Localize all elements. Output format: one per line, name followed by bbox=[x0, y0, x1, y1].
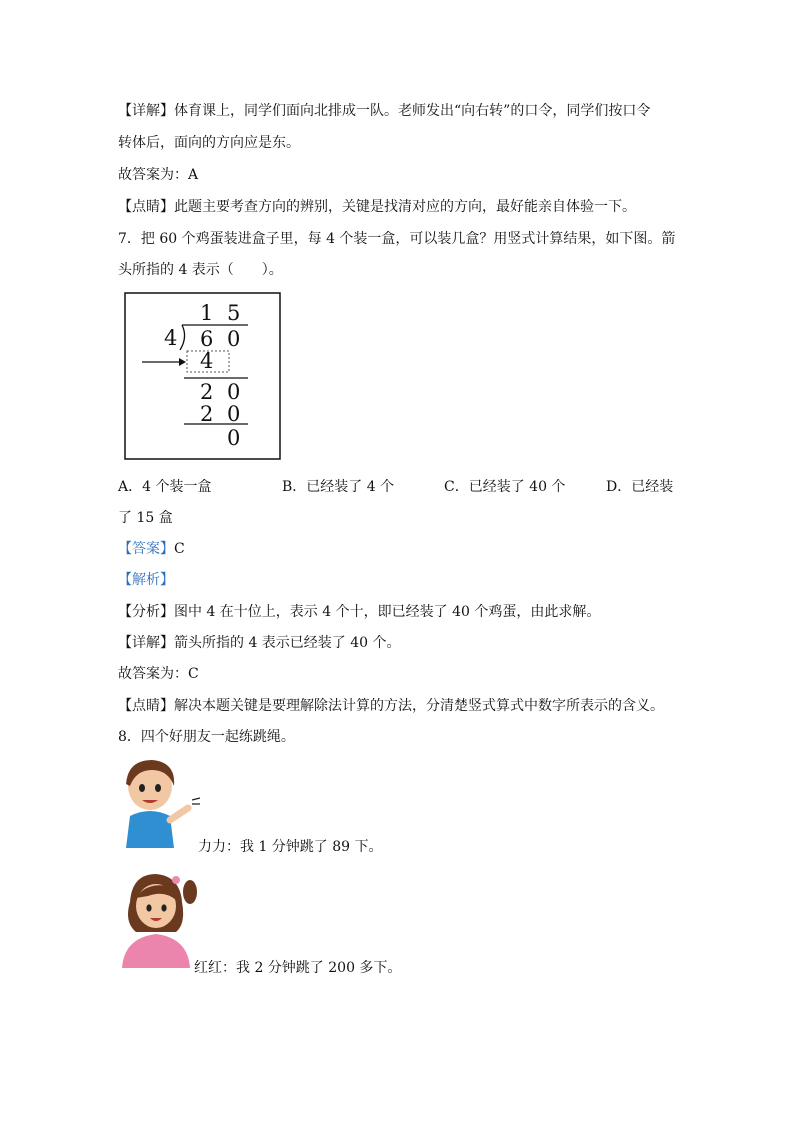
detail-tag: 【详解】 bbox=[118, 635, 174, 651]
detail-text: 体育课上，同学们面向北排成一队。老师发出“向右转”的口令，同学们按口令 bbox=[174, 103, 651, 119]
comment-tag: 【点睛】 bbox=[118, 698, 174, 714]
q7-analysis-line bbox=[118, 602, 600, 622]
option-c: C．已经装了 40 个 bbox=[444, 479, 566, 495]
answer-tag: 【答案】 bbox=[118, 541, 174, 557]
subtrahend-2-ones: 0 bbox=[227, 402, 241, 426]
answer-value: C bbox=[174, 541, 185, 557]
option-b: B．已经装了 4 个 bbox=[282, 479, 395, 495]
divisor: 4 bbox=[164, 326, 178, 350]
comment-text: 解决本题关键是要理解除法计算的方法，分清楚竖式算式中数字所表示的含义。 bbox=[174, 698, 664, 714]
q6-answer-line: 故答案为：A bbox=[118, 167, 199, 183]
q7-answer-line bbox=[118, 539, 185, 559]
boy-lili-illustration bbox=[118, 756, 203, 852]
dividend-ones: 0 bbox=[227, 327, 241, 351]
subtrahend-2-tens: 2 bbox=[200, 402, 214, 426]
arrow-head bbox=[179, 358, 186, 366]
detail-text: 箭头所指的 4 表示已经装了 40 个。 bbox=[174, 635, 401, 651]
q7-answer-summary: 故答案为：C bbox=[118, 666, 199, 682]
q7-stem-line-2: 头所指的 4 表示（ ）。 bbox=[118, 262, 283, 278]
q6-comment-line bbox=[118, 197, 636, 217]
q6-detail-line-2: 转体后，面向的方向应是东。 bbox=[118, 135, 300, 151]
analysis-text: 图中 4 在十位上，表示 4 个十，即已经装了 40 个鸡蛋，由此求解。 bbox=[174, 604, 601, 620]
quotient-tens: 1 bbox=[200, 301, 214, 325]
comment-text: 此题主要考查方向的辨别，关键是找清对应的方向，最好能亲自体验一下。 bbox=[174, 199, 636, 215]
comment-tag: 【点睛】 bbox=[118, 199, 174, 215]
q7-stem-line-1: 7．把 60 个鸡蛋装进盒子里，每 4 个装一盒，可以装几盒？用竖式计算结果，如下图。箭 bbox=[118, 231, 676, 247]
division-bracket bbox=[180, 325, 185, 350]
remainder-ones: 0 bbox=[227, 380, 241, 404]
q8-stem: 8．四个好朋友一起练跳绳。 bbox=[118, 729, 295, 745]
honghong-speech: 红红：我 2 分钟跳了 200 多下。 bbox=[194, 960, 402, 976]
long-division-figure bbox=[124, 292, 281, 460]
dividend-tens: 6 bbox=[200, 327, 214, 351]
final-remainder: 0 bbox=[227, 426, 241, 450]
option-d-continued: 了 15 盒 bbox=[118, 510, 173, 526]
q7-detail-line bbox=[118, 633, 401, 653]
quotient-ones: 5 bbox=[227, 301, 241, 325]
girl-honghong-illustration bbox=[118, 868, 198, 968]
lili-speech: 力力：我 1 分钟跳了 89 下。 bbox=[198, 839, 383, 855]
option-d: D．已经装 bbox=[606, 479, 674, 495]
remainder-tens: 2 bbox=[200, 380, 214, 404]
option-a: A．4 个装一盒 bbox=[118, 479, 212, 495]
analysis-tag: 【解析】 bbox=[118, 572, 174, 588]
subtrahend-1: 4 bbox=[200, 349, 214, 373]
detail-tag: 【详解】 bbox=[118, 103, 174, 119]
q7-comment-line bbox=[118, 696, 664, 716]
analysis-head: 【分析】 bbox=[118, 604, 174, 620]
q6-detail-line-1 bbox=[118, 101, 650, 121]
